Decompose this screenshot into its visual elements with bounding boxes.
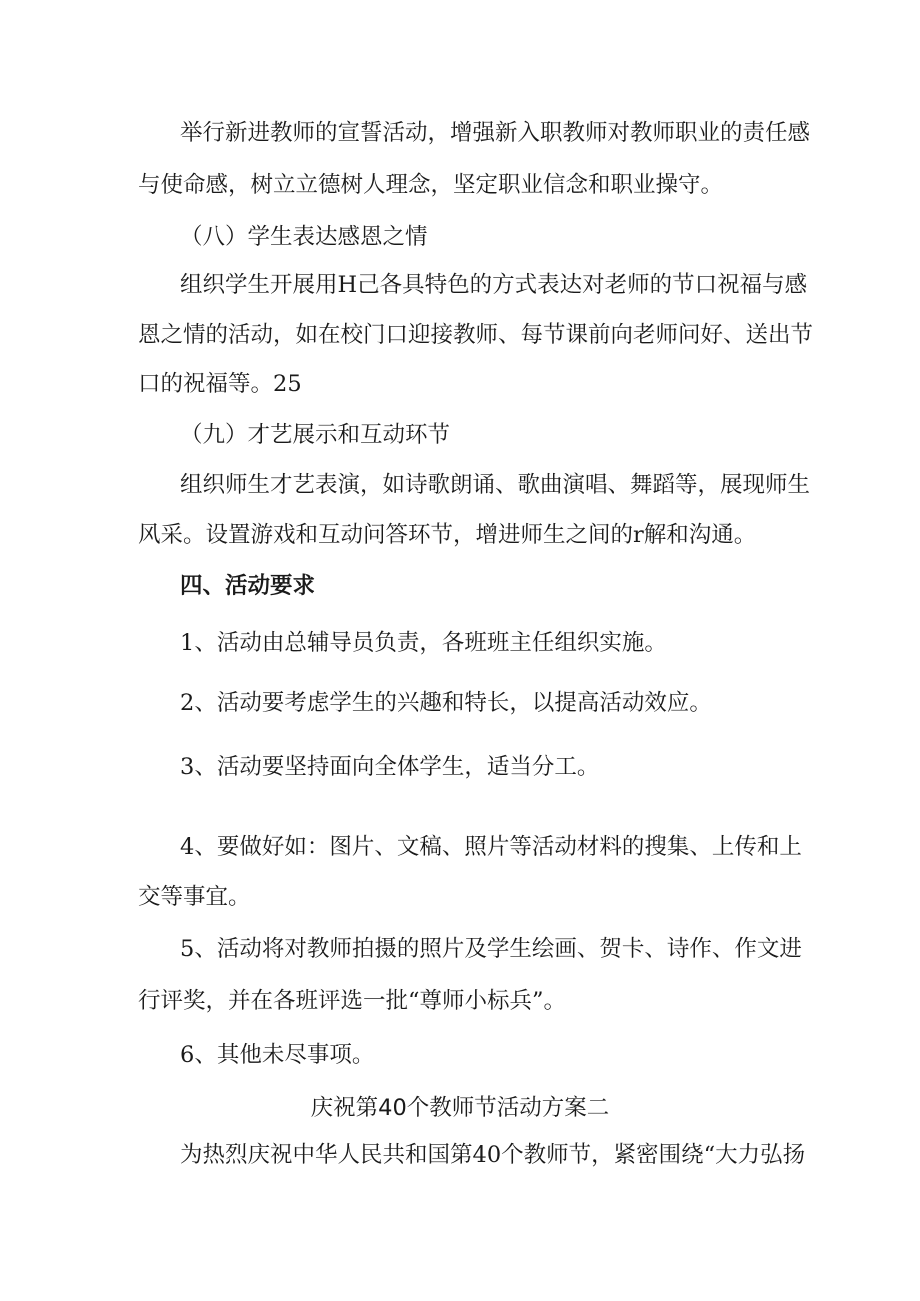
section-7-para-line-2: 与使命感，树立立德树人理念，坚定职业信念和职业操守。 — [138, 172, 724, 198]
section-8-para-line-1: 组织学生开展用H己各具特色的方式表达对老师的节口祝福与感 — [180, 272, 808, 298]
plan-two-intro-line-1: 为热烈庆祝中华人民共和国第40个教师节，紧密围绕“大力弘扬 — [180, 1142, 806, 1168]
plan-two-title: 庆祝第40个教师节活动方案二 — [310, 1095, 610, 1121]
requirement-item-3: 3、活动要坚持面向全体学生，适当分工。 — [180, 754, 600, 780]
section-9-heading: （九）才艺展示和互动环节 — [180, 422, 451, 448]
section-9-para-line-1: 组织师生才艺表演，如诗歌朗诵、歌曲演唱、舞蹈等，展现师生 — [180, 472, 811, 498]
requirement-item-1: 1、活动由总辅导员负责，各班班主任组织实施。 — [180, 630, 667, 656]
section-8-para-line-2: 恩之情的活动，如在校门口迎接教师、每节课前向老师问好、送出节 — [138, 322, 814, 348]
requirements-heading: 四、活动要求 — [180, 573, 316, 599]
section-8-para-line-3: 口的祝福等。25 — [138, 371, 302, 397]
section-7-para-line-1: 举行新进教师的宣誓活动，增强新入职教师对教师职业的责任感 — [180, 120, 811, 146]
requirement-item-5-line-1: 5、活动将对教师拍摄的照片及学生绘画、贺卡、诗作、作文进 — [180, 936, 802, 962]
requirement-item-2: 2、活动要考虑学生的兴趣和特长，以提高活动效应。 — [180, 690, 712, 716]
section-9-para-line-2: 风采。设置游戏和互动问答环节，增进师生之间的r解和沟通。 — [138, 522, 757, 548]
requirement-item-5-line-2: 行评奖，并在各班评选一批“尊师小标兵”。 — [138, 988, 567, 1014]
requirement-item-4-line-1: 4、要做好如：图片、文稿、照片等活动材料的搜集、上传和上 — [180, 834, 802, 860]
section-8-heading: （八）学生表达感恩之情 — [180, 224, 428, 250]
requirement-item-4-line-2: 交等事宜。 — [138, 884, 251, 910]
requirement-item-6: 6、其他未尽事项。 — [180, 1042, 375, 1068]
